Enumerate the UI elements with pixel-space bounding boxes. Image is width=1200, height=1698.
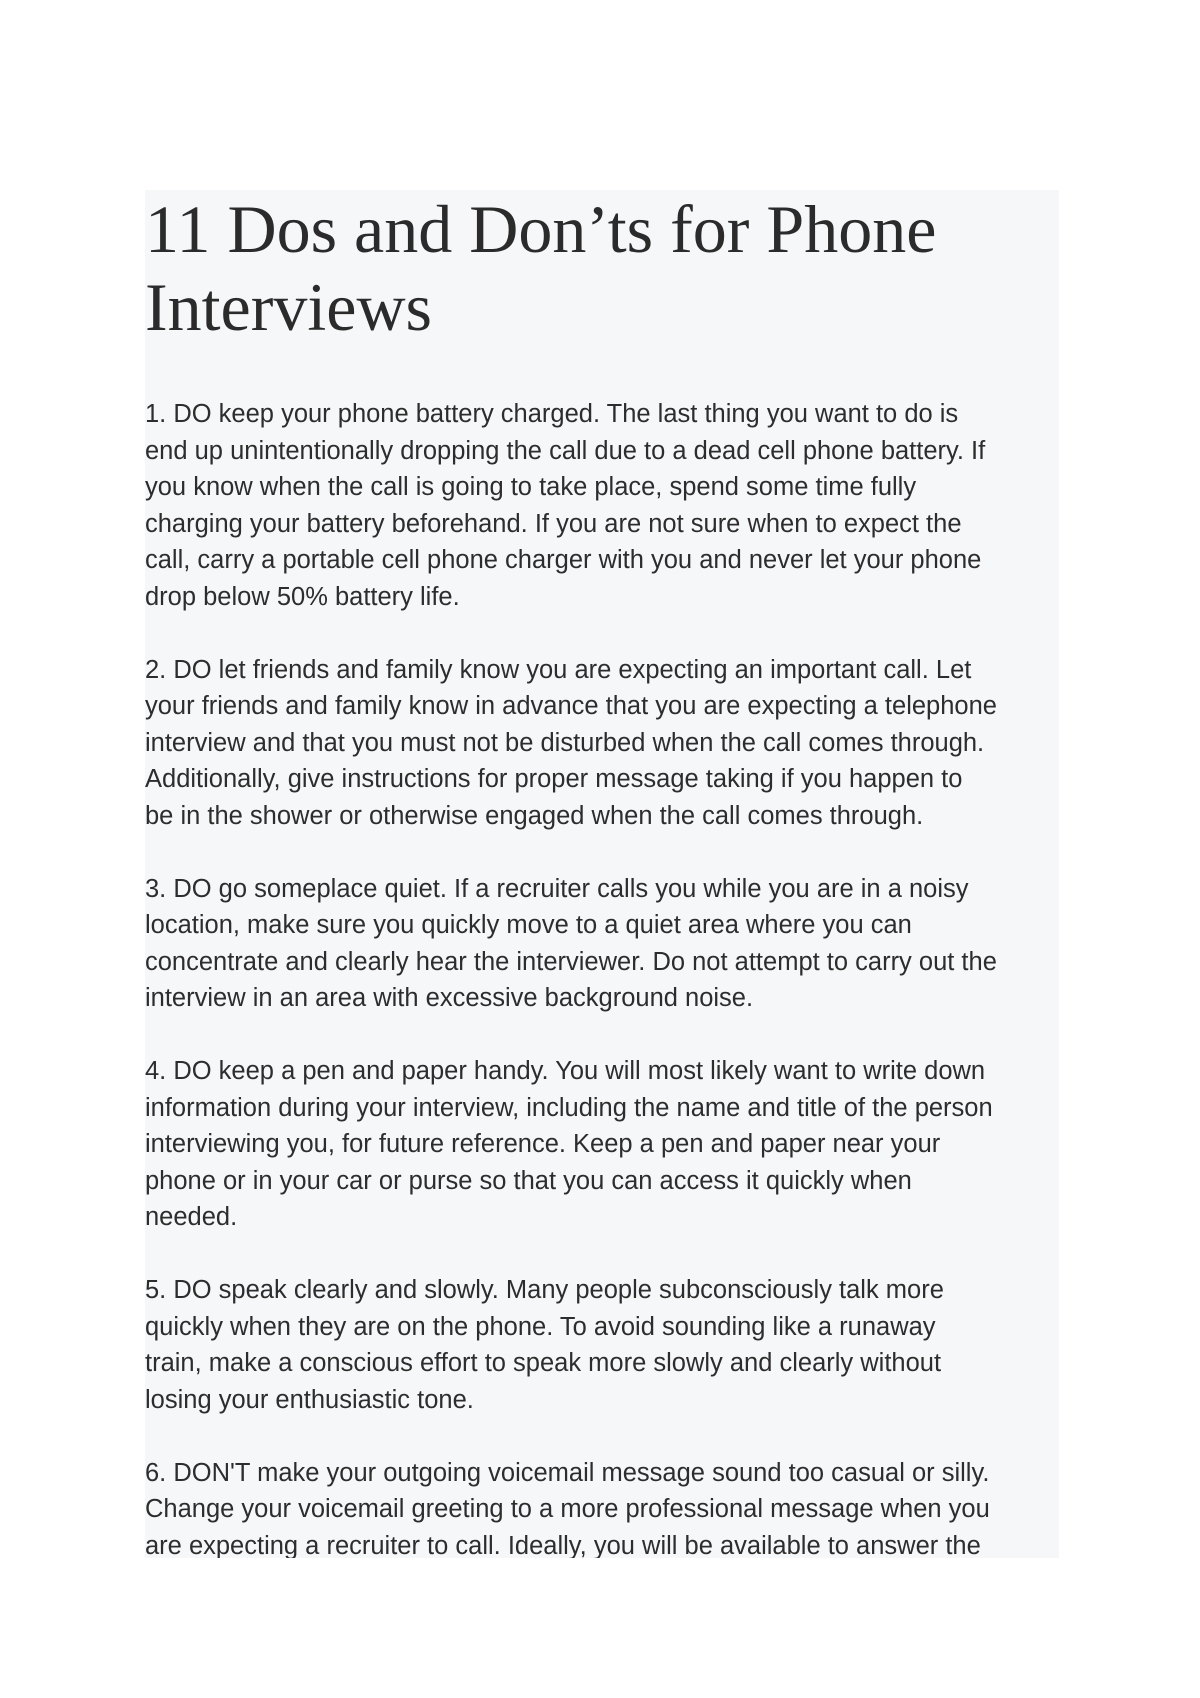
text-line: Change your voicemail greeting to a more professional message when you [145,1495,990,1523]
text-line: quickly when they are on the phone. To avoid sounding like a runaway [145,1312,936,1341]
text-line: interview in an area with excessive background noise. [145,984,754,1012]
text-line: information during your interview, including the name and title of the person [145,1093,993,1122]
text-line: Additionally, give instructions for proper message taking if you happen to [145,765,963,793]
text-line: concentrate and clearly hear the interviewer. Do not attempt to carry out the [145,947,997,976]
text-line: call, carry a portable cell phone charger with you and never let your phone [145,546,982,574]
text-line: be in the shower or otherwise engaged when the call comes through. [145,801,924,830]
text-line: 2. DO let friends and family know you are expecting an important call. Let [145,655,972,684]
title-line: 11 Dos and Don’ts for Phone [145,191,937,267]
text-line: end up unintentionally dropping the call due to a dead cell phone battery. If [145,436,986,465]
text-line: drop below 50% battery life. [145,582,460,611]
text-line: needed. [145,1203,238,1231]
tip-item-1 [145,396,1059,615]
text-line: you know when the call is going to take place, spend some time fully [145,473,917,501]
text-line: phone or in your car or purse so that you can access it quickly when [145,1166,912,1195]
text-line: interviewing you, for future reference. Keep a pen and paper near your [145,1130,941,1158]
text-line: 6. DON'T make your outgoing voicemail message sound too casual or silly. [145,1458,990,1487]
text-line: 3. DO go someplace quiet. If a recruiter calls you while you are in a noisy [145,874,969,903]
text-line: 4. DO keep a pen and paper handy. You will most likely want to write down [145,1057,986,1085]
tip-item-4 [145,1053,1059,1236]
tip-item-2 [145,652,1059,835]
tip-item-6 [145,1455,1059,1559]
text-line: are expecting a recruiter to call. Ideally, you will be available to answer the [145,1531,981,1558]
document-content [145,190,1059,1558]
text-line: your friends and family know in advance that you are expecting a telephone [145,692,997,720]
document-title [145,190,1059,346]
text-line: losing your enthusiastic tone. [145,1385,474,1414]
text-line: 5. DO speak clearly and slowly. Many people subconsciously talk more [145,1276,944,1304]
text-line: location, make sure you quickly move to a quiet area where you can [145,911,912,939]
tips-list [145,396,1059,1558]
text-line: train, make a conscious effort to speak more slowly and clearly without [145,1349,942,1377]
tip-item-5 [145,1272,1059,1418]
title-line: Interviews [145,269,433,345]
text-line: charging your battery beforehand. If you are not sure when to expect the [145,509,962,538]
text-line: interview and that you must not be disturbed when the call comes through. [145,728,985,757]
text-line: 1. DO keep your phone battery charged. The last thing you want to do is [145,400,959,428]
tip-item-3 [145,871,1059,1017]
